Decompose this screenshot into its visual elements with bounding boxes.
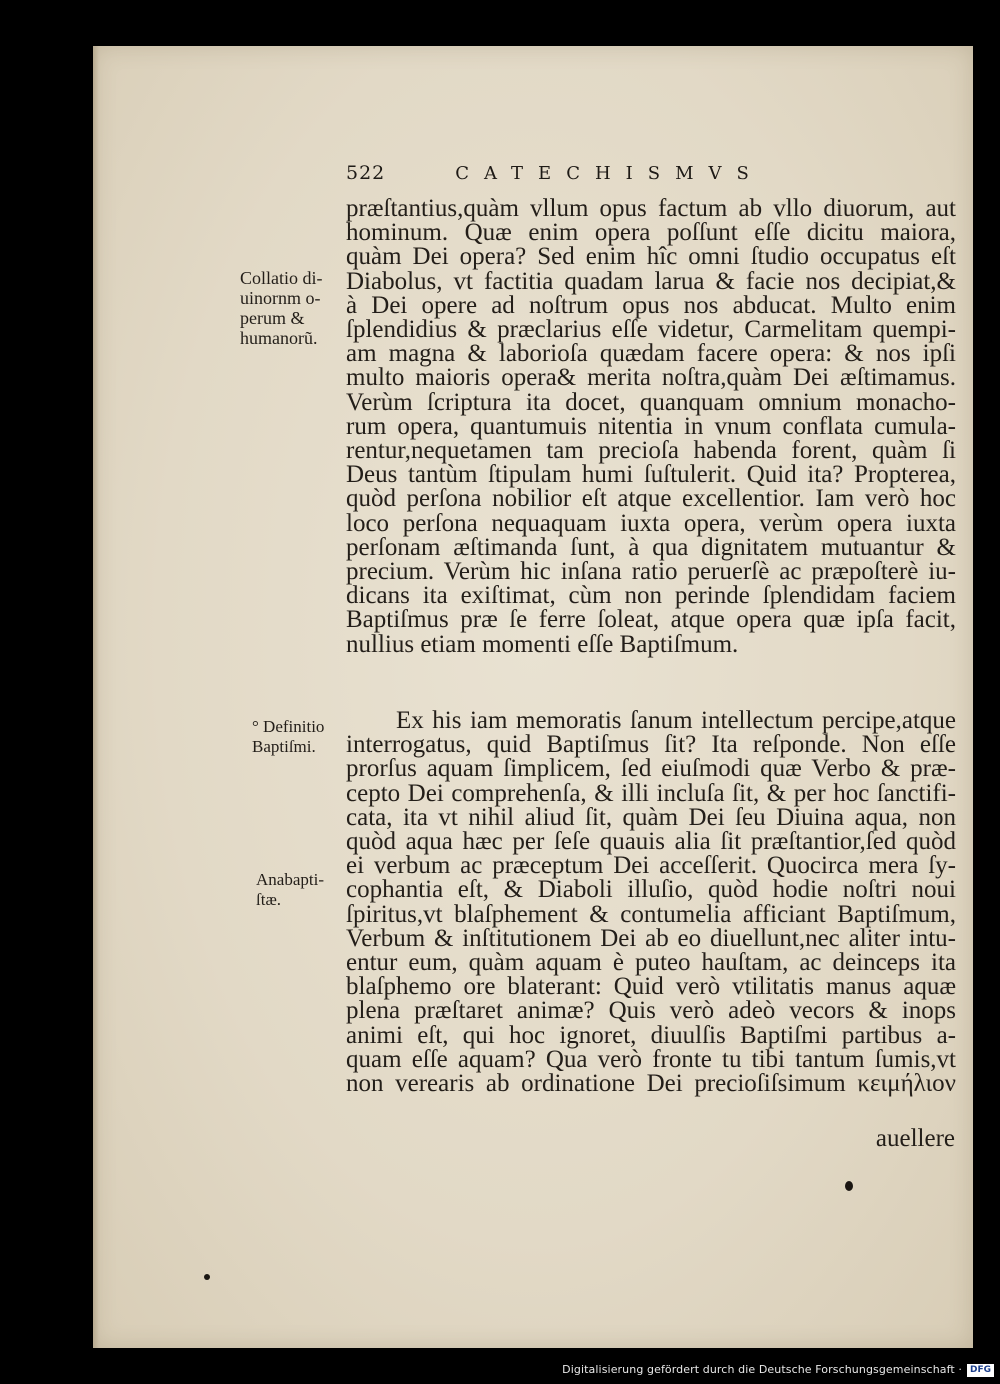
- text-line: blaſphemo ore blaterant: Quid verò vtilitatis manus aquæ: [346, 973, 956, 1001]
- text-line: quòd aqua hæc per ſeſe quauis alia ſit præſtantior,ſed quòd: [346, 828, 956, 856]
- running-head: CATECHISMVS: [455, 163, 764, 184]
- page-number: 522: [346, 162, 386, 184]
- text-line: Verbum & inſtitutionem Dei ab eo diuellunt,nec aliter intu-: [346, 924, 956, 952]
- paragraph-1: [346, 197, 956, 657]
- text-line: Verùm ſcriptura ita docet, quanquam omnium monacho-: [346, 388, 956, 416]
- dfg-logo: DFG: [967, 1364, 994, 1377]
- text-line: quàm Dei opera? Sed enim hîc omni ſtudio occupatus eſt: [346, 243, 956, 271]
- ink-spot: [204, 1274, 210, 1280]
- text-line: ei verbum ac præceptum Dei acceſſerit. Quocirca mera ſy-: [346, 852, 956, 880]
- ink-spot: [845, 1181, 853, 1191]
- funding-credit: Digitalisierung gefördert durch die Deutsche Forschungsgemeinschaft ·: [562, 1363, 962, 1376]
- text-line: precium. Verùm hic inſana ratio peruerſè ac præpoſterè iu-: [346, 558, 956, 586]
- text-line: quam eſſe aquam? Qua verò fronte tu tibi tantum ſumis,vt: [346, 1045, 956, 1073]
- text-line: loco perſona nequaquam iuxta opera, verùm opera iuxta: [346, 509, 956, 537]
- text-line: nullius etiam momenti eſſe Baptiſmum.: [346, 630, 739, 658]
- margin-note-line: Baptiſmi.: [252, 737, 316, 756]
- text-line: Diabolus, vt factitia quadam larua & facie nos decipiat,&: [346, 267, 956, 295]
- text-line: ſplendidius & præclarius eſſe videtur, Carmelitam quempi-: [346, 316, 956, 344]
- text-line: entur eum, quàm aquam è puteo hauſtam, ac deinceps ita: [346, 949, 956, 977]
- margin-note-line: ſtæ.: [256, 890, 282, 909]
- text-line: ſpiritus,vt blaſphement & contumelia afficiant Baptiſmum,: [346, 900, 956, 928]
- page-header: [346, 162, 764, 184]
- text-line: quòd perſona nobilior eſt atque excellentior. Iam verò hoc: [346, 485, 956, 513]
- margin-note-line: Collatio di-: [240, 268, 323, 288]
- text-line: à Dei opere ad noſtrum opus nos abducat. Multo enim: [346, 291, 956, 319]
- text-line: cepto Dei comprehenſa, & illi incluſa ſit, & per hoc ſanctifi-: [346, 779, 956, 807]
- digitization-footer: [0, 1348, 1000, 1384]
- margin-note-line: ° Definitio: [252, 717, 325, 736]
- text-line: non verearis ab ordinatione Dei precioſiſsimum κειμήλιον: [346, 1070, 956, 1098]
- margin-note-anabaptistae: [256, 870, 348, 910]
- text-line: prorſus aquam ſimplicem, ſed eiuſmodi quæ Verbo & præ-: [346, 755, 956, 783]
- paragraph-2: [346, 709, 956, 1096]
- margin-note-line: perum &: [240, 308, 305, 328]
- text-line: rum opera, quantumuis nitentia in vnum conflata cumula-: [346, 412, 956, 440]
- text-line: perſonam æſtimanda ſunt, à qua dignitatem mutuantur &: [346, 533, 956, 561]
- text-line: multo maioris opera& merita noſtra,quàm Dei æſtimamus.: [346, 364, 956, 392]
- text-line: Deus tantùm ſtipulam humi ſuſtulerit. Quid ita? Propterea,: [346, 461, 956, 489]
- text-line: præſtantius,quàm vllum opus factum ab vllo diuorum, aut: [346, 195, 956, 222]
- text-line: cata, ita vt nihil aliud ſit, quàm Dei ſeu Diuina aqua, non: [346, 803, 956, 831]
- margin-note-line: Anabapti-: [256, 870, 324, 889]
- catchword: auellere: [875, 1125, 955, 1152]
- text-line: Baptiſmus præ ſe ferre ſoleat, atque opera quæ ipſa facit,: [346, 606, 956, 634]
- text-line: hominum. Quæ enim opera poſſunt eſſe dicitu maiora,: [346, 219, 956, 247]
- text-line: Ex his iam memoratis ſanum intellectum percipe,atque: [396, 707, 956, 734]
- margin-note-definitio: [252, 717, 352, 757]
- margin-note-line: uinornm o-: [240, 288, 321, 308]
- margin-note-collatio: [240, 268, 340, 348]
- text-line: cophantia eſt, & Diaboli illuſio, quòd hodie noſtri noui: [346, 876, 956, 904]
- page-gutter-shadow: [93, 46, 99, 1348]
- text-line: interrogatus, quid Baptiſmus ſit? Ita reſponde. Non eſſe: [346, 731, 956, 759]
- text-line: am magna & laborioſa quædam facere opera: & nos ipſi: [346, 340, 956, 368]
- margin-note-line: humanorũ.: [240, 328, 318, 348]
- text-line: dicans ita exiſtimat, cùm non perinde ſplendidam faciem: [346, 582, 956, 610]
- text-line: rentur,nequetamen tam precioſa habenda forent, quàm ſi: [346, 437, 956, 465]
- text-line: plena præſtaret animæ? Quis verò adeò vecors & inops: [346, 997, 956, 1025]
- text-line: animi eſt, qui hoc ignoret, diuulſis Baptiſmi partibus a-: [346, 1021, 956, 1049]
